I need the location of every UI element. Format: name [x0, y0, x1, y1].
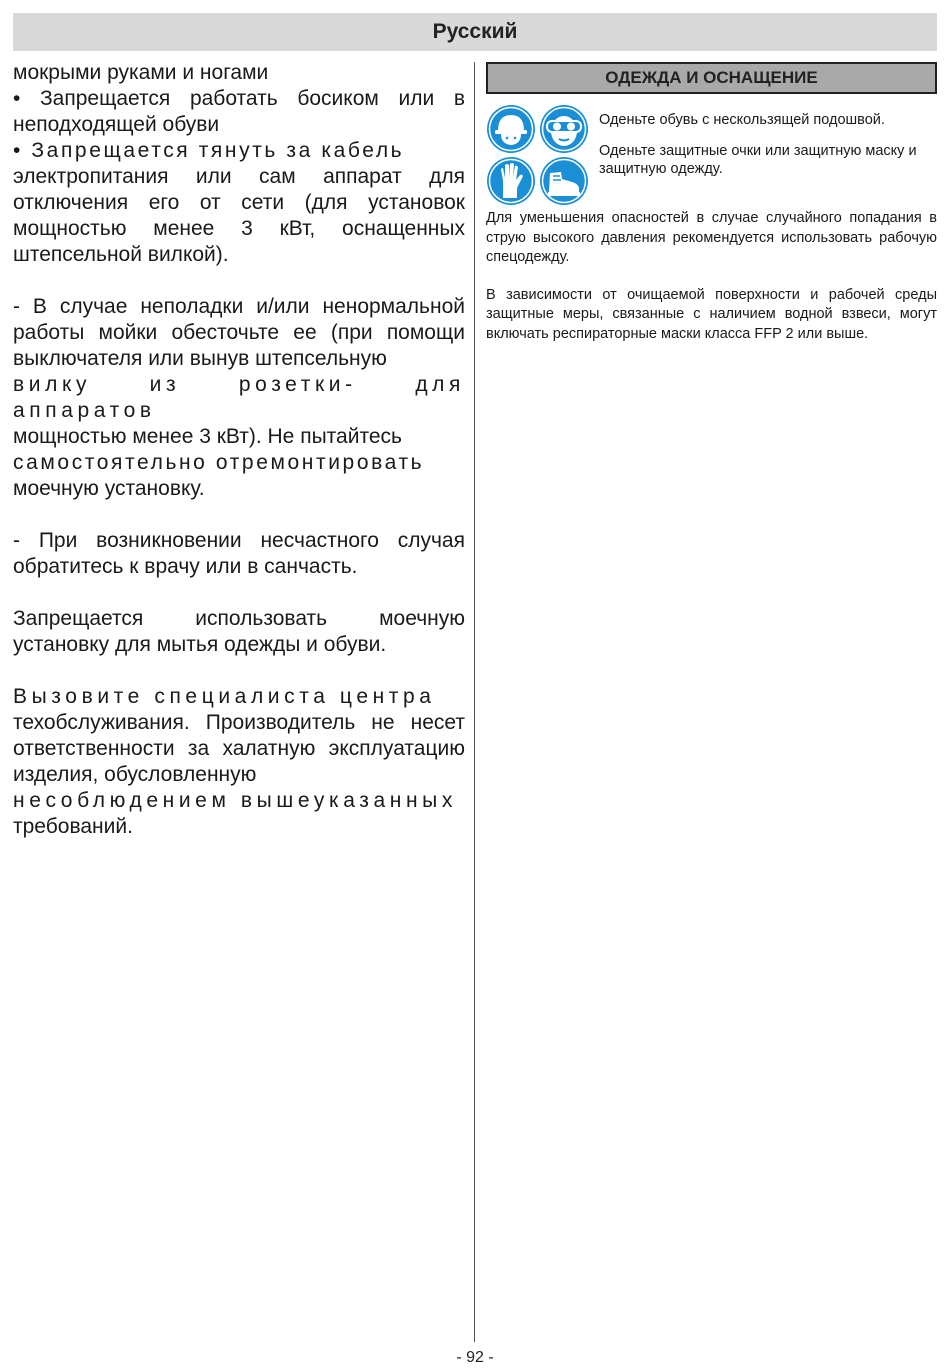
section-title: ОДЕЖДА И ОСНАЩЕНИЕ	[605, 68, 818, 87]
paragraph: - При возникновении несчастного случая обратитесь к врачу или в санчасть.	[13, 529, 465, 578]
shoes-instruction: Оденьте обувь с нескользящей подошвой.	[599, 112, 885, 128]
ppe-instructions	[599, 104, 937, 206]
goggles-icon	[539, 104, 589, 154]
paragraph: несоблюдением вышеуказанных	[13, 789, 457, 812]
language-label: Русский	[432, 20, 518, 43]
paragraph: моечную установку.	[13, 477, 205, 500]
paragraph: • Запрещается тянуть за кабель	[13, 139, 405, 162]
column-divider	[474, 62, 475, 1342]
paragraph: Вызовите специалиста центра	[13, 685, 436, 708]
safety-boot-icon	[539, 156, 589, 206]
paragraph: • Запрещается работать босиком или в неподходящей обуви	[13, 87, 465, 136]
ppe-icons-block	[486, 104, 937, 206]
paragraph: техобслуживания. Производитель не несет ответственности за халатную эксплуатацию изделия, обусловленную	[13, 711, 465, 786]
paragraph: требований.	[13, 815, 133, 838]
helmet-icon	[486, 104, 536, 154]
ppe-icon-grid	[486, 104, 589, 206]
goggles-instruction: Оденьте защитные очки или защитную маску и защитную одежду.	[599, 143, 917, 177]
gloves-icon	[486, 156, 536, 206]
section-header	[486, 62, 937, 94]
paragraph: Запрещается использовать моечную установку для мытья одежды и обуви.	[13, 607, 465, 656]
left-column	[13, 60, 465, 840]
paragraph: - В случае неполадки и/или ненормальной работы мойки обесточьте ее (при помощи выключателя или вынув штепсельную	[13, 295, 465, 370]
language-header	[13, 13, 937, 51]
right-column	[486, 62, 937, 344]
paragraph: вилку из розетки- для аппаратов	[13, 373, 465, 422]
paragraph: самостоятельно отремонтировать	[13, 451, 425, 474]
paragraph: Для уменьшения опасностей в случае случайного попадания в струю высокого давления рекомендуется использовать рабочую спецодежду.	[486, 210, 937, 265]
paragraph: мокрыми руками и ногами	[13, 61, 269, 84]
paragraph: В зависимости от очищаемой поверхности и рабочей среды защитные меры, связанные с наличием водной взвеси, могут включать респираторные маски класса FFP 2 или выше.	[486, 286, 937, 342]
paragraph: мощностью менее 3 кВт). Не пытайтесь	[13, 425, 402, 448]
page-number: - 92 -	[456, 1349, 494, 1366]
paragraph: электропитания или сам аппарат для отключения его от сети (для установок мощностью менее 3 кВт, оснащенных штепсельной вилкой).	[13, 165, 465, 266]
